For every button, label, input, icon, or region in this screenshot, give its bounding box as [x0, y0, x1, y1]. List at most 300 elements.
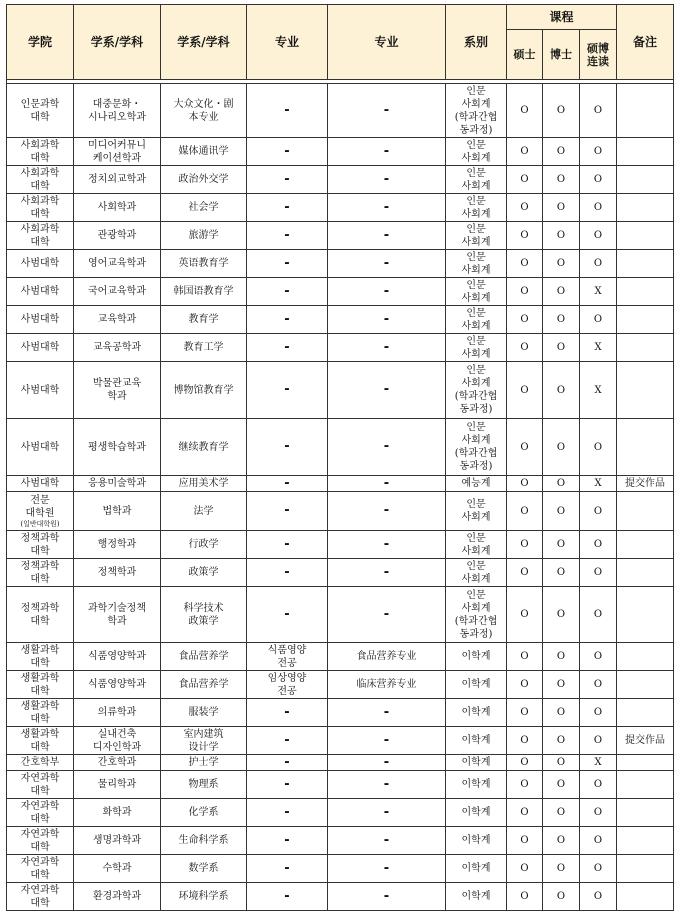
master-cell	[507, 883, 543, 911]
dept-ko-cell-text: 의류학과	[97, 707, 137, 718]
combined-cell-text: O	[593, 202, 603, 213]
combined-cell	[580, 84, 617, 138]
field-cell	[446, 559, 507, 587]
note-cell	[617, 671, 674, 699]
major-zh-cell-text: -	[383, 860, 390, 876]
doctor-cell	[543, 476, 580, 492]
dept-ko-cell	[74, 799, 161, 827]
major-zh-cell	[328, 855, 446, 883]
major-ko-cell-text: -	[284, 382, 290, 397]
dept-zh-cell	[161, 166, 247, 194]
doctor-cell-text: O	[556, 384, 566, 396]
note-cell	[617, 587, 674, 643]
master-cell	[507, 671, 543, 699]
master-cell-text: O	[520, 757, 529, 768]
field-cell-text: 인문 사회계 (학과간협 동과정)	[454, 365, 498, 415]
major-zh-cell	[328, 727, 446, 755]
major-ko-cell	[247, 827, 328, 855]
header-combined: 硕博 连读	[580, 30, 617, 80]
major-zh-cell-text: -	[383, 382, 390, 397]
major-ko-cell-text: -	[284, 704, 290, 720]
master-cell	[507, 250, 543, 278]
college-cell	[7, 250, 74, 278]
major-ko-cell-text: -	[284, 564, 290, 580]
note-cell	[617, 492, 674, 531]
dept-ko-cell-text: 환경과학과	[92, 891, 142, 902]
combined-cell	[580, 419, 617, 476]
combined-cell	[580, 799, 617, 827]
major-ko-cell-text: -	[284, 754, 290, 770]
college-cell-text: 사회과학 대학	[20, 195, 60, 220]
table-row	[7, 306, 674, 334]
note-cell	[617, 559, 674, 587]
master-cell-text: O	[520, 478, 529, 489]
dept-zh-cell	[161, 699, 247, 727]
doctor-cell-text: O	[556, 679, 566, 690]
dept-zh-cell-text: 教育工学	[183, 342, 224, 353]
major-zh-cell	[328, 334, 446, 362]
master-cell-text: O	[520, 342, 529, 353]
dept-zh-cell	[161, 755, 247, 771]
doctor-cell	[543, 771, 580, 799]
major-zh-cell-text: -	[383, 439, 390, 454]
field-cell	[446, 492, 507, 531]
major-ko-cell-text: -	[284, 888, 290, 904]
field-cell	[446, 334, 507, 362]
combined-cell	[580, 334, 617, 362]
major-zh-cell-text: -	[383, 804, 390, 820]
dept-ko-cell	[74, 755, 161, 771]
doctor-cell	[543, 799, 580, 827]
dept-zh-cell	[161, 771, 247, 799]
combined-cell	[580, 587, 617, 643]
combined-cell-text: O	[593, 174, 603, 185]
field-cell-text: 인문 사회계	[461, 223, 491, 248]
combined-cell-text: O	[593, 105, 603, 116]
dept-ko-cell	[74, 883, 161, 911]
doctor-cell-text: O	[556, 342, 566, 353]
dept-ko-cell-text: 영어교육학과	[88, 258, 146, 269]
field-cell-text: 이학계	[461, 779, 491, 790]
field-cell-text: 인문 사회계	[461, 279, 491, 304]
field-cell	[446, 827, 507, 855]
dept-ko-cell-text: 법학과	[102, 505, 132, 517]
dept-zh-cell	[161, 334, 247, 362]
dept-zh-cell-text: 环境科学系	[178, 891, 229, 902]
combined-cell-text: O	[593, 258, 603, 269]
table-row	[7, 727, 674, 755]
combined-cell	[580, 194, 617, 222]
master-cell-text: O	[520, 174, 529, 185]
major-ko-cell	[247, 855, 328, 883]
combined-cell-text: O	[593, 609, 603, 620]
field-cell	[446, 476, 507, 492]
dept-zh-cell	[161, 799, 247, 827]
doctor-cell	[543, 222, 580, 250]
table-row	[7, 771, 674, 799]
major-ko-cell	[247, 166, 328, 194]
dept-ko-cell	[74, 166, 161, 194]
field-cell	[446, 250, 507, 278]
dept-zh-cell-text: 科学技术 政策学	[183, 602, 224, 627]
college-cell	[7, 531, 74, 559]
combined-cell	[580, 827, 617, 855]
dept-ko-cell	[74, 138, 161, 166]
major-ko-cell	[247, 492, 328, 531]
master-cell	[507, 827, 543, 855]
college-cell-text: 사범대학	[20, 314, 60, 325]
dept-ko-cell	[74, 419, 161, 476]
college-cell-text: 사회과학 대학	[20, 223, 60, 248]
doctor-cell-text: O	[556, 314, 566, 325]
dept-zh-cell-text: 教育学	[188, 314, 219, 325]
combined-cell-text: X	[594, 286, 602, 297]
dept-ko-cell-text: 생명과학과	[92, 835, 142, 846]
field-cell-text: 인문 사회계	[461, 167, 491, 192]
doctor-cell-text: O	[556, 707, 566, 718]
combined-cell	[580, 306, 617, 334]
master-cell	[507, 362, 543, 419]
major-ko-cell	[247, 419, 328, 476]
header-note: 备注	[617, 5, 674, 80]
major-ko-cell-text: -	[284, 536, 290, 552]
doctor-cell	[543, 855, 580, 883]
major-ko-cell	[247, 278, 328, 306]
field-cell-text: 이학계	[461, 679, 491, 690]
major-ko-cell	[247, 643, 328, 671]
field-cell	[446, 755, 507, 771]
master-cell	[507, 166, 543, 194]
note-cell	[617, 138, 674, 166]
note-cell	[617, 250, 674, 278]
combined-cell	[580, 727, 617, 755]
combined-cell	[580, 559, 617, 587]
doctor-cell	[543, 671, 580, 699]
college-cell	[7, 727, 74, 755]
major-zh-cell-text: -	[383, 311, 390, 327]
major-zh-cell	[328, 476, 446, 492]
college-cell	[7, 883, 74, 911]
note-cell	[617, 306, 674, 334]
doctor-cell	[543, 278, 580, 306]
dept-zh-cell	[161, 419, 247, 476]
major-zh-cell-text: -	[383, 503, 390, 518]
note-cell	[617, 699, 674, 727]
combined-cell-text: O	[593, 146, 603, 157]
dept-ko-cell-text: 대중문화・ 시나리오학과	[88, 98, 146, 123]
major-ko-cell-text: -	[284, 143, 290, 159]
major-zh-cell	[328, 699, 446, 727]
dept-ko-cell	[74, 727, 161, 755]
dept-ko-cell	[74, 250, 161, 278]
college-cell	[7, 699, 74, 727]
master-cell-text: O	[520, 779, 529, 790]
field-cell-text: 인문 사회계	[461, 532, 491, 557]
major-ko-cell	[247, 84, 328, 138]
master-cell	[507, 727, 543, 755]
doctor-cell	[543, 755, 580, 771]
major-ko-cell-text: -	[284, 171, 290, 187]
dept-zh-cell-text: 护士学	[188, 757, 219, 768]
dept-zh-cell-text: 法学	[193, 505, 214, 517]
combined-cell	[580, 883, 617, 911]
major-ko-cell-text: -	[284, 339, 290, 355]
master-cell-text: O	[520, 835, 529, 846]
field-cell	[446, 194, 507, 222]
note-cell	[617, 827, 674, 855]
major-zh-cell-text: 食品营养专业	[356, 651, 417, 662]
dept-zh-cell-text: 政策学	[188, 567, 219, 578]
dept-zh-cell-text: 服装学	[188, 707, 219, 718]
major-zh-cell-text: -	[383, 227, 390, 243]
dept-ko-cell	[74, 334, 161, 362]
field-cell-text: 인문 사회계	[461, 251, 491, 276]
field-cell-text: 이학계	[461, 707, 491, 718]
doctor-cell-text: O	[556, 441, 566, 453]
dept-zh-cell-text: 生命科学系	[178, 835, 229, 846]
college-cell	[7, 166, 74, 194]
doctor-cell	[543, 306, 580, 334]
dept-ko-cell	[74, 222, 161, 250]
table-row	[7, 799, 674, 827]
combined-cell-text: O	[593, 567, 603, 578]
field-cell	[446, 671, 507, 699]
dept-zh-cell	[161, 138, 247, 166]
master-cell	[507, 531, 543, 559]
master-cell-text: O	[520, 258, 529, 269]
college-cell	[7, 84, 74, 138]
field-cell	[446, 84, 507, 138]
combined-cell-text: O	[593, 679, 603, 690]
table-row	[7, 334, 674, 362]
table-row	[7, 194, 674, 222]
note-cell	[617, 419, 674, 476]
major-ko-cell	[247, 306, 328, 334]
combined-cell	[580, 699, 617, 727]
master-cell	[507, 306, 543, 334]
major-ko-cell	[247, 250, 328, 278]
major-zh-cell-text: -	[383, 475, 390, 491]
major-zh-cell-text: -	[383, 255, 390, 271]
master-cell-text: O	[520, 539, 529, 550]
dept-ko-cell-text: 응용미술학과	[88, 478, 146, 489]
college-cell-text: 사범대학	[20, 478, 60, 489]
doctor-cell	[543, 643, 580, 671]
dept-zh-cell	[161, 643, 247, 671]
doctor-cell-text: O	[556, 539, 566, 550]
college-cell-text: 정책과학 대학	[20, 532, 60, 557]
major-zh-cell-text: -	[383, 143, 390, 159]
field-cell-text: 이학계	[461, 735, 491, 746]
dept-ko-cell-text: 식품영양학과	[88, 651, 146, 662]
major-ko-cell	[247, 699, 328, 727]
dept-ko-cell-text: 국어교육학과	[88, 286, 146, 297]
combined-cell	[580, 771, 617, 799]
field-cell	[446, 855, 507, 883]
major-ko-cell-text: -	[284, 311, 290, 327]
doctor-cell	[543, 334, 580, 362]
doctor-cell	[543, 883, 580, 911]
college-cell-text: 생활과학 대학	[20, 700, 60, 725]
major-zh-cell	[328, 194, 446, 222]
doctor-cell-text: O	[556, 835, 566, 846]
dept-zh-cell	[161, 222, 247, 250]
college-cell-text: 사범대학	[20, 342, 60, 353]
doctor-cell-text: O	[556, 286, 566, 297]
dept-ko-cell-text: 실내건축 디자인학과	[92, 728, 142, 753]
header-college: 学院	[7, 5, 74, 80]
dept-ko-cell	[74, 671, 161, 699]
dept-zh-cell-text: 韩国语教育学	[173, 286, 234, 297]
note-cell	[617, 362, 674, 419]
dept-ko-cell-text: 정치외교학과	[88, 174, 146, 185]
doctor-cell-text: O	[556, 146, 566, 157]
field-cell	[446, 771, 507, 799]
master-cell	[507, 699, 543, 727]
dept-zh-cell	[161, 194, 247, 222]
header-major-ko: 专业	[247, 5, 328, 80]
major-ko-cell-text: -	[284, 439, 290, 454]
doctor-cell	[543, 138, 580, 166]
major-ko-cell	[247, 362, 328, 419]
major-zh-cell	[328, 138, 446, 166]
combined-cell	[580, 166, 617, 194]
college-sub-text: (일반대학원)	[20, 520, 60, 528]
master-cell-text: O	[520, 807, 529, 818]
combined-cell	[580, 138, 617, 166]
table-row	[7, 671, 674, 699]
field-cell	[446, 883, 507, 911]
field-cell-text: 인문 사회계	[461, 560, 491, 585]
master-cell	[507, 855, 543, 883]
field-cell-text: 인문 사회계 (학과간협 동과정)	[454, 589, 498, 640]
master-cell	[507, 419, 543, 476]
college-cell-text: 자연과학 대학	[20, 772, 60, 797]
college-cell-text: 전문 대학원	[25, 495, 55, 519]
combined-cell	[580, 755, 617, 771]
dept-ko-cell-text: 수학과	[102, 863, 132, 874]
header-dept-ko: 学系/学科	[74, 5, 161, 80]
dept-zh-cell-text: 化学系	[188, 807, 219, 818]
major-zh-cell	[328, 166, 446, 194]
combined-cell-text: X	[594, 342, 602, 353]
college-cell	[7, 643, 74, 671]
field-cell-text: 인문 사회계	[461, 499, 491, 523]
major-ko-cell-text: 식품영양 전공	[267, 644, 307, 669]
note-cell	[617, 531, 674, 559]
master-cell-text: O	[520, 707, 529, 718]
doctor-cell-text: O	[556, 202, 566, 213]
doctor-cell-text: O	[556, 258, 566, 269]
dept-ko-cell-text: 행정학과	[97, 539, 137, 550]
combined-cell	[580, 278, 617, 306]
master-cell	[507, 492, 543, 531]
dept-zh-cell-text: 媒体通讯学	[178, 146, 229, 157]
combined-cell-text: O	[593, 835, 603, 846]
dept-ko-cell	[74, 699, 161, 727]
table-row	[7, 362, 674, 419]
major-ko-cell-text: -	[284, 732, 290, 748]
master-cell-text: O	[520, 105, 529, 116]
dept-ko-cell	[74, 771, 161, 799]
college-cell	[7, 827, 74, 855]
dept-zh-cell	[161, 362, 247, 419]
dept-ko-cell	[74, 531, 161, 559]
table-row	[7, 643, 674, 671]
college-cell	[7, 671, 74, 699]
dept-zh-cell-text: 应用美术学	[178, 478, 229, 489]
master-cell	[507, 84, 543, 138]
dept-ko-cell-text: 박물관교육 학과	[92, 378, 142, 402]
table-row	[7, 755, 674, 771]
major-zh-cell-text: -	[383, 832, 390, 848]
dept-ko-cell-text: 화학과	[102, 807, 132, 818]
college-cell	[7, 855, 74, 883]
major-zh-cell	[328, 306, 446, 334]
doctor-cell	[543, 727, 580, 755]
dept-ko-cell-text: 간호학과	[97, 757, 137, 768]
dept-ko-cell-text: 관광학과	[97, 230, 137, 241]
field-cell	[446, 587, 507, 643]
master-cell-text: O	[520, 286, 529, 297]
college-cell-text: 간호학부	[20, 757, 60, 768]
college-cell	[7, 334, 74, 362]
major-ko-cell	[247, 476, 328, 492]
combined-cell	[580, 362, 617, 419]
doctor-cell	[543, 84, 580, 138]
major-ko-cell-text: -	[284, 804, 290, 820]
header-doctor: 博士	[543, 30, 580, 80]
major-zh-cell-text: -	[383, 888, 390, 904]
major-zh-cell-text: -	[383, 171, 390, 187]
doctor-cell-text: O	[556, 863, 566, 874]
master-cell-text: O	[520, 863, 529, 874]
major-zh-cell	[328, 419, 446, 476]
major-ko-cell	[247, 771, 328, 799]
major-zh-cell-text: -	[383, 199, 390, 215]
table-row	[7, 531, 674, 559]
combined-cell-text: X	[594, 478, 602, 489]
field-cell	[446, 643, 507, 671]
major-ko-cell	[247, 334, 328, 362]
dept-zh-cell-text: 行政学	[188, 539, 219, 550]
dept-zh-cell	[161, 559, 247, 587]
dept-ko-cell	[74, 559, 161, 587]
note-cell	[617, 84, 674, 138]
dept-ko-cell	[74, 362, 161, 419]
field-cell-text: 인문 사회계	[461, 139, 491, 164]
doctor-cell	[543, 531, 580, 559]
master-cell	[507, 559, 543, 587]
field-cell-text: 인문 사회계	[461, 307, 491, 332]
dept-ko-cell-text: 교육학과	[97, 314, 137, 325]
major-zh-cell	[328, 250, 446, 278]
master-cell	[507, 755, 543, 771]
field-cell	[446, 222, 507, 250]
dept-ko-cell-text: 평생학습학과	[88, 441, 146, 453]
major-zh-cell	[328, 531, 446, 559]
dept-ko-cell-text: 식품영양학과	[88, 679, 146, 690]
major-ko-cell	[247, 559, 328, 587]
college-cell	[7, 138, 74, 166]
major-zh-cell-text: -	[383, 606, 390, 622]
college-cell-text: 사회과학 대학	[20, 167, 60, 192]
note-cell	[617, 476, 674, 492]
dept-zh-cell	[161, 827, 247, 855]
major-zh-cell-text: 临床营养专业	[356, 679, 417, 690]
college-cell	[7, 278, 74, 306]
doctor-cell-text: O	[556, 567, 566, 578]
